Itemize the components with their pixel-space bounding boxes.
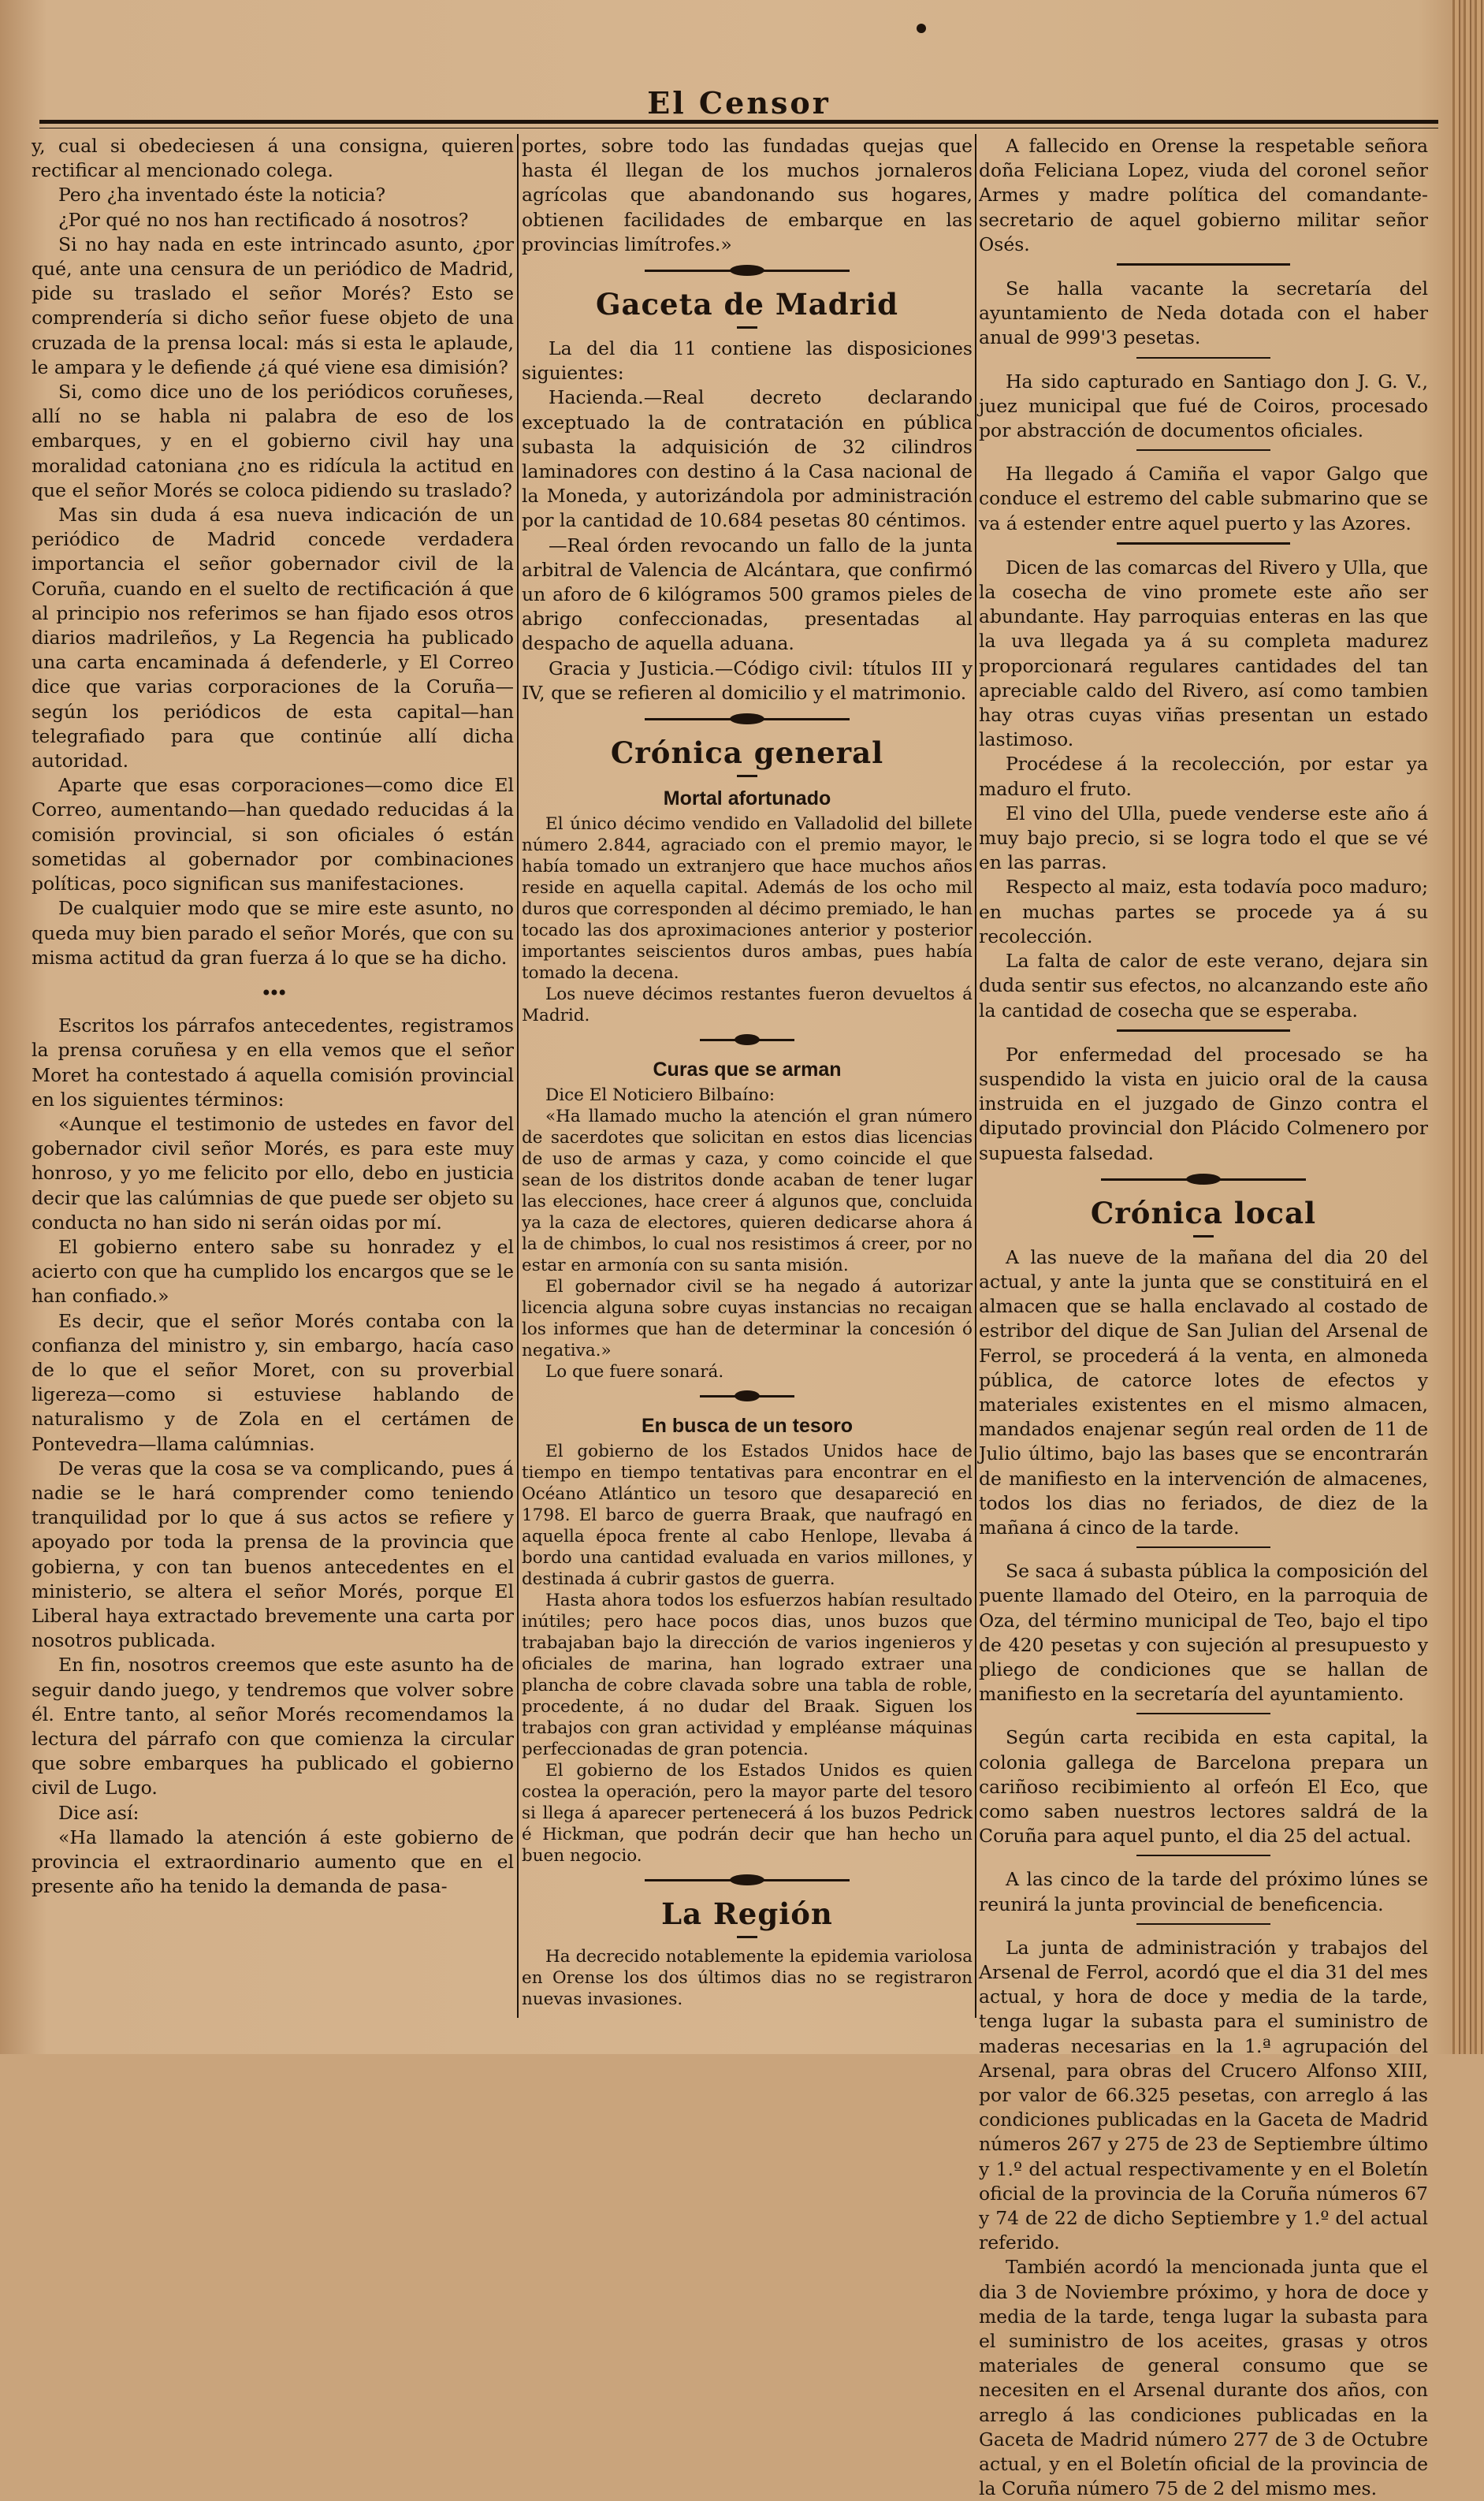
paragraph: Si, como dice uno de los periódicos coruñeses, allí no se habla ni palabra de eso de los embarques, y en el gobierno civil hay una moralidad catoniana ¿no es ridícula la actitud en que el señor Morés se coloca pidiendo su traslado? bbox=[32, 381, 514, 501]
divider-rule bbox=[1136, 1923, 1270, 1925]
article-title: Curas que se arman bbox=[653, 1059, 842, 1081]
column-3 bbox=[979, 134, 1428, 2501]
article-title: En busca de un tesoro bbox=[641, 1415, 854, 1438]
paragraph: La del dia 11 contiene las disposiciones siguientes: bbox=[522, 337, 973, 385]
paragraph: Es decir, que el señor Morés contaba con la confianza del ministro y, sin embargo, hacía caso de lo que el señor Moret, con su proverbial ligereza—como si estuviese hablando de naturalismo y de Zola en el certámen de Pontevedra—llama calúmnias. bbox=[32, 1309, 514, 1455]
paragraph: Escritos los párrafos antecedentes, registramos la prensa coruñesa y en ella vemos que el señor Moret ha contestado á aquella comisión provincial en los siguientes términos: bbox=[32, 1014, 514, 1111]
paragraph: Dicen de las comarcas del Rivero y Ulla, que la cosecha de vino promete este año ser abundante. Hay parroquias enteras en las que la uva llegada ya á su completa madurez proporcionará regulares cantidades del tan apreciable caldo del Rivero, así como tambien hay otras cuyas viñas presentan un estado lastimoso. bbox=[979, 556, 1428, 751]
divider-rule bbox=[1136, 1855, 1270, 1856]
paragraph: «Ha llamado la atención á este gobierno de provincia el extraordinario aumento que en el presente año ha tenido la demanda de pasa- bbox=[32, 1826, 514, 1898]
paragraph: «Aunque el testimonio de ustedes en favor del gobernador civil señor Morés, es para este muy honroso, y yo me felicito por ello, debo en justicia decir que las calúmnias de que puede ser objeto su conducta no han sido ni serán oidas por mí. bbox=[32, 1112, 514, 1234]
page-dot bbox=[917, 24, 926, 33]
article-title: Mortal afortunado bbox=[663, 787, 831, 810]
paragraph: De cualquier modo que se mire este asunto, no queda muy bien parado el señor Morés, que con su misma actitud da gran fuerza á lo que se ha dicho. bbox=[32, 897, 514, 969]
paragraph: Se saca á subasta pública la composición del puente llamado del Oteiro, en la parroquia de Oza, del término municipal de Teo, bajo el tipo de 420 pesetas y con sujeción al presupuesto y pliego de condiciones que se hallan de manifiesto en la secretaría del ayuntamiento. bbox=[979, 1560, 1428, 1706]
paragraph: Si no hay nada en este intrincado asunto, ¿por qué, ante una censura de un periódico de Madrid, pide su traslado el señor Morés? Esto se comprendería si dicho señor fuese objeto de una cruzada de la prensa local: más si esta le aplaude, le ampara y le defiende ¿á qué viene esa dimisión? bbox=[32, 233, 514, 378]
divider-rule bbox=[1117, 1029, 1290, 1032]
ornament-divider bbox=[645, 263, 850, 277]
column-2 bbox=[522, 134, 973, 2010]
paragraph: Ha decrecido notablemente la epidemia variolosa en Orense los dos últimos dias no se registraron nuevas invasiones. bbox=[522, 1947, 973, 2010]
divider-rule bbox=[1117, 542, 1290, 545]
divider-rule bbox=[1136, 449, 1270, 451]
paragraph: —Real órden revocando un fallo de la junta arbitral de Valencia de Alcántara, que confirmó un aforo de 6 kilógramos 500 gramos pieles de abrigo confeccionadas, presentadas al despacho de aquella aduana. bbox=[522, 534, 973, 655]
paragraph: «Ha llamado mucho la atención el gran número de sacerdotes que solicitan en estos dias licencias de uso de armas y caza, y como coincide el que sean de los distritos donde acaban de tener lugar las elecciones, hace creer á algunos que, concluida ya la caza de electores, quieren dedicarse ahora á la de chimbos, lo cual nos resistimos á creer, por no estar en armonía con su santa misión. bbox=[522, 1107, 973, 1276]
paragraph: El gobierno de los Estados Unidos es quien costea la operación, pero la mayor parte del tesoro si llega á aparecer pertenecerá á los buzos Pedrick é Hickman, que podrán decir que han hecho un buen negocio. bbox=[522, 1761, 973, 1866]
paragraph: Pero ¿ha inventado éste la noticia? bbox=[58, 184, 386, 207]
paragraph: Mas sin duda á esa nueva indicación de un periódico de Madrid concede verdadera importancia el señor gobernador civil de la Coruña, cuando en el suelto de rectificación á que al principio nos referimos se han fijado esos otros diarios madrileños, y La Regencia ha publicado una carta encaminada á defenderle, y El Correo dice que varias corporaciones de la Coruña—según los periódicos de esta capital—han telegrafiado para que continúe allí dicha autoridad. bbox=[32, 504, 514, 772]
paragraph: De veras que la cosa se va complicando, pues á nadie se le hará comprender como teniendo tranquilidad por lo que á sus actos se refiere y apoyado por toda la prensa de la provincia que gobierna, y con tan buenos antecedentes en el ministerio, se altera el señor Morés, porque El Liberal haya extractado brevemente una carta por nosotros publicada. bbox=[32, 1457, 514, 1652]
paragraph: Dice así: bbox=[58, 1801, 139, 1824]
divider-rule bbox=[1136, 1713, 1270, 1714]
title-dash bbox=[737, 1936, 757, 1938]
paragraph: A las cinco de la tarde del próximo lúnes se reunirá la junta provincial de beneficencia. bbox=[979, 1868, 1428, 1915]
paragraph: Se halla vacante la secretaría del ayuntamiento de Neda dotada con el haber anual de 999'3 pesetas. bbox=[979, 277, 1428, 349]
ornament-divider bbox=[700, 1389, 794, 1403]
paragraph: ¿Por qué no nos han rectificado á nosotros? bbox=[58, 208, 469, 231]
paragraph: Procédese á la recolección, por estar ya maduro el fruto. bbox=[979, 753, 1428, 800]
ornament-divider bbox=[700, 1033, 794, 1047]
paragraph: El vino del Ulla, puede venderse este año á muy bajo precio, si se logra todo el que se vé en las parras. bbox=[979, 802, 1428, 874]
paragraph: Ha llegado á Camiña el vapor Galgo que conduce el estremo del cable submarino que se va á estender entre aquel puerto y las Azores. bbox=[979, 463, 1428, 534]
paragraph: La junta de administración y trabajos del Arsenal de Ferrol, acordó que el dia 31 del mes actual, y hora de doce y media de la tarde, tenga lugar la subasta para el suministro de maderas necesarias en la 1.ª agrupación del Arsenal, para obras del Crucero Alfonso XIII, por valor de 66.325 pesetas, con arreglo á las condiciones publicadas en la Gaceta de Madrid números 267 y 275 de 23 de Septiembre último y 1.º del actual respectivamente y en el Boletín oficial de la provincia de la Coruña números 67 y 74 de 22 de dicho Septiembre y 1.º del actual referido. bbox=[979, 1936, 1428, 2254]
paragraph: Dice El Noticiero Bilbaíno: bbox=[545, 1085, 775, 1106]
paragraph: Lo que fuere sonará. bbox=[545, 1362, 724, 1383]
paragraph: Gracia y Justicia.—Código civil: títulos III y IV, que se refieren al domicilio y el matrimonio. bbox=[522, 657, 973, 704]
paragraph: Hacienda.—Real decreto declarando exceptuado la de contratación en pública subasta la adquisición de 32 cilindros laminadores con destino á la Casa nacional de la Moneda, y autorizándola por administración por la cantidad de 10.684 pesetas 80 céntimos. bbox=[522, 386, 973, 532]
ornament-divider bbox=[645, 1873, 850, 1887]
column-rule bbox=[975, 134, 976, 2018]
separator-stars: ••• bbox=[260, 981, 285, 1004]
section-title-cronica-general: Crónica general bbox=[610, 735, 884, 771]
paragraph: En fin, nosotros creemos que este asunto ha de seguir dando juego, y tendremos que volver sobre él. Entre tanto, al señor Morés recomendamos la lectura del párrafo con que comienza la circular que sobre embarques ha publicado el gobierno civil de Lugo. bbox=[32, 1654, 514, 1799]
paragraph: Aparte que esas corporaciones—como dice El Correo, aumentando—han quedado reducidas á la comisión provincial, si son oficiales ó están sometidas al gobernador por combinaciones políticas, poco significan sus manifestaciones. bbox=[32, 774, 514, 895]
paragraph: La falta de calor de este verano, dejara sin duda sentir sus efectos, no alcanzando este año la cantidad de cosecha que se esperaba. bbox=[979, 950, 1428, 1022]
title-dash bbox=[1193, 1235, 1214, 1237]
section-title-cronica-local: Crónica local bbox=[1090, 1195, 1317, 1230]
paragraph: También acordó la mencionada junta que el dia 3 de Noviembre próximo, y hora de doce y media de la tarde, tenga lugar la subasta para el suministro de los aceites, grasas y otros materiales de general consumo que se necesiten en el Arsenal durante dos años, con arreglo á las condiciones publicadas en la Gaceta de Madrid número 277 de 3 de Octubre actual, y en el Boletín oficial de la provincia de la Coruña número 75 de 2 del mismo mes. bbox=[979, 2256, 1428, 2500]
paragraph: El gobierno entero sabe su honradez y el acierto con que ha cumplido los encargos que se le han confiado.» bbox=[32, 1235, 514, 1308]
masthead-rule bbox=[39, 120, 1438, 124]
title-dash bbox=[737, 326, 757, 329]
section-title-gaceta: Gaceta de Madrid bbox=[595, 287, 899, 322]
divider-rule bbox=[1136, 1546, 1270, 1548]
paragraph: El gobierno de los Estados Unidos hace de tiempo en tiempo tentativas para encontrar en el Océano Atlántico un tesoro que desapareció en 1798. El barco de guerra Braak, que naufragó en aquella época frente al cabo Henlope, llevaba á bordo una cantidad evaluada en varios millones, y destinada á cubrir gastos de guerra. bbox=[522, 1442, 973, 1590]
divider-rule bbox=[1136, 357, 1270, 359]
paragraph: A fallecido en Orense la respetable señora doña Feliciana Lopez, viuda del coronel señor Armes y madre política del comandante-secretario de aquel gobierno militar señor Osés. bbox=[979, 135, 1428, 255]
ornament-divider bbox=[1101, 1172, 1306, 1186]
paragraph: Los nueve décimos restantes fueron devueltos á Madrid. bbox=[522, 984, 973, 1026]
paragraph: Respecto al maiz, esta todavía poco maduro; en muchas partes se procede ya á su recolección. bbox=[979, 876, 1428, 947]
title-dash bbox=[737, 775, 757, 777]
paragraph: portes, sobre todo las fundadas quejas que hasta él llegan de los muchos jornaleros agrícolas que abandonando sus hogares, obtienen facilidades de embarque en las provincias limítrofes.» bbox=[522, 135, 973, 255]
paragraph: y, cual si obedeciesen á una consigna, quieren rectificar al mencionado colega. bbox=[32, 135, 514, 182]
masthead-title: El Censor bbox=[647, 85, 831, 121]
paragraph: El gobernador civil se ha negado á autorizar licencia alguna sobre cuyas instancias no recaigan los informes que han de determinar la concesión ó negativa.» bbox=[522, 1277, 973, 1361]
paragraph: Según carta recibida en esta capital, la colonia gallega de Barcelona prepara un cariñoso recibimiento al orfeón El Eco, que como saben nuestros lectores saldrá de la Coruña para aquel punto, el dia 25 del actual. bbox=[979, 1726, 1428, 1848]
divider-rule bbox=[1117, 263, 1290, 266]
paragraph: El único décimo vendido en Valladolid del billete número 2.844, agraciado con el premio mayor, le había tomado un extranjero que hace muchos años reside en aquella capital. Además de los ocho mil duros que corresponden al décimo premiado, le han tocado las dos aproximaciones anterior y posterior importantes seiscientos duros ambas, pues había tomado la decena. bbox=[522, 814, 973, 984]
ornament-divider bbox=[645, 712, 850, 726]
column-rule bbox=[517, 134, 519, 2018]
paragraph: Ha sido capturado en Santiago don J. G. V., juez municipal que fué de Coiros, procesado por abstracción de documentos oficiales. bbox=[979, 370, 1428, 442]
paragraph: Hasta ahora todos los esfuerzos habían resultado inútiles; pero hace pocos dias, unos buzos que trabajaban bajo la dirección de varios ingenieros y oficiales de marina, han logrado extraer una plancha de cobre clavada sobre una tabla de roble, procedente, á no dudar del Braak. Siguen los trabajos con gran actividad y empléanse máquinas perfeccionadas de gran potencia. bbox=[522, 1591, 973, 1760]
paragraph: Por enfermedad del procesado se ha suspendido la vista en juicio oral de la causa instruida en el juzgado de Ginzo contra el diputado provincial don Plácido Colmenero por supuesta falsedad. bbox=[979, 1043, 1428, 1164]
paragraph: A las nueve de la mañana del dia 20 del actual, y ante la junta que se constituirá en el almacen que se halla enclavado al costado de estribor del dique de San Julian del Arsenal de Ferrol, se procederá á la venta, en almoneda pública, de catorce lotes de efectos y materiales existentes en el mismo almacen, mandados enajenar según real orden de 11 de Julio último, bajo las bases que se encontrarán de manifiesto en la intervención de almacenes, todos los dias no feriados, de diez de la mañana á cinco de la tarde. bbox=[979, 1245, 1428, 1539]
column-1 bbox=[32, 134, 514, 1899]
page-edge bbox=[1452, 0, 1484, 2054]
section-title-region: La Región bbox=[661, 1896, 833, 1932]
